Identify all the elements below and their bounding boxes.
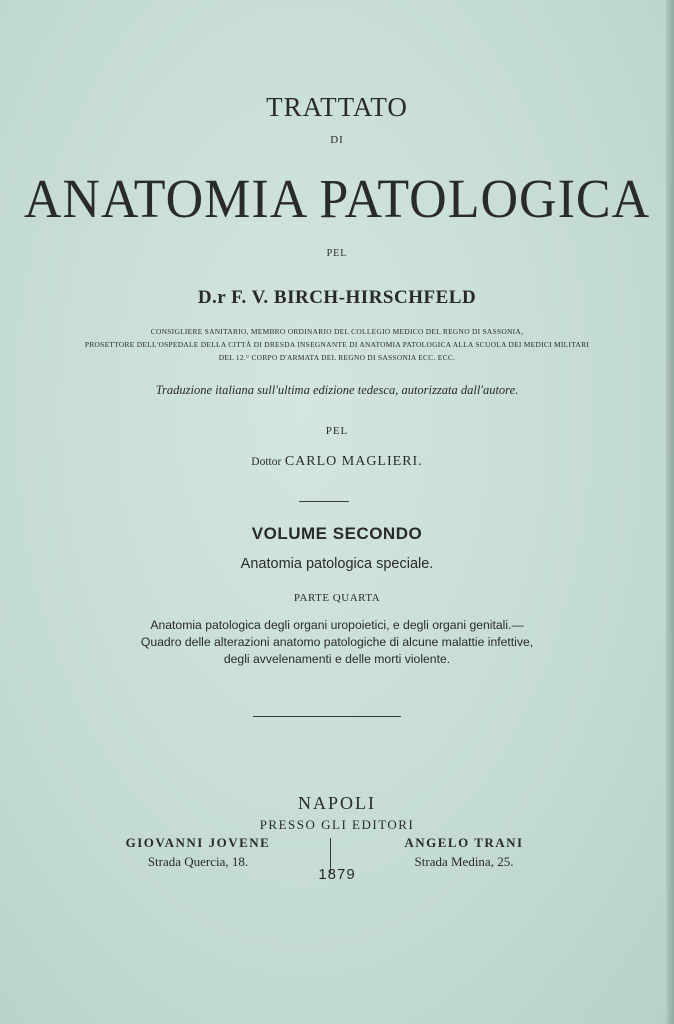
imprint-city: NAPOLI xyxy=(298,793,376,813)
publisher-right-name: ANGELO TRANI xyxy=(404,835,524,850)
main-title: ANATOMIA PATOLOGICA xyxy=(23,169,651,230)
publisher-left xyxy=(112,835,284,870)
imprint-presso: PRESSO GLI EDITORI xyxy=(259,817,415,832)
volume-subtitle: Anatomia patologica speciale. xyxy=(240,556,434,572)
author-name: D.r F. V. BIRCH-HIRSCHFELD xyxy=(197,287,477,308)
title-line1: TRATTATO xyxy=(266,92,408,122)
publication-year: 1879 xyxy=(318,866,356,883)
author-credentials-line: CONSIGLIERE SANITARIO, MEMBRO ORDINARIO DEL COLLEGIO MEDICO DEL REGNO DI SASSONIA, xyxy=(150,327,524,336)
volume-title: VOLUME SECONDO xyxy=(251,524,423,543)
volume-description-line: Quadro delle alterazioni anatomo patologiche di alcune malattie infettive, xyxy=(140,635,534,649)
divider-rule xyxy=(253,716,401,717)
pel-translator-label: PEL xyxy=(325,425,349,437)
publisher-left-address: Strada Quercia, 18. xyxy=(147,854,249,869)
translator-name: CARLO MAGLIERI. xyxy=(284,454,423,469)
publisher-right-address: Strada Medina, 25. xyxy=(414,854,514,869)
publisher-left-name: GIOVANNI JOVENE xyxy=(125,835,271,850)
volume-description-line: Anatomia patologica degli organi uropoietici, e degli organi genitali.— xyxy=(150,618,524,632)
divider-rule xyxy=(299,501,349,502)
translation-note: Traduzione italiana sull'ultima edizione tedesca, autorizzata dall'autore. xyxy=(155,383,519,397)
translator xyxy=(0,454,674,470)
translator-prefix: Dottor xyxy=(251,456,282,468)
volume-description-line: degli avvelenamenti e delle morti violente. xyxy=(223,652,451,666)
publisher-right xyxy=(394,835,534,870)
author-credentials-line: PROSETTORE DELL'OSPEDALE DELLA CITTÀ DI DRESDA INSEGNANTE DI ANATOMIA PATOLOGICA ALLA SCUOLA DEI MEDICI MILITARI xyxy=(84,340,590,349)
pel-author-label: PEL xyxy=(326,248,348,259)
title-di: DI xyxy=(330,134,344,146)
part-label: PARTE QUARTA xyxy=(293,592,381,604)
author-credentials-line: DEL 12.° CORPO D'ARMATA DEL REGNO DI SASSONIA ECC. ECC. xyxy=(218,353,456,362)
